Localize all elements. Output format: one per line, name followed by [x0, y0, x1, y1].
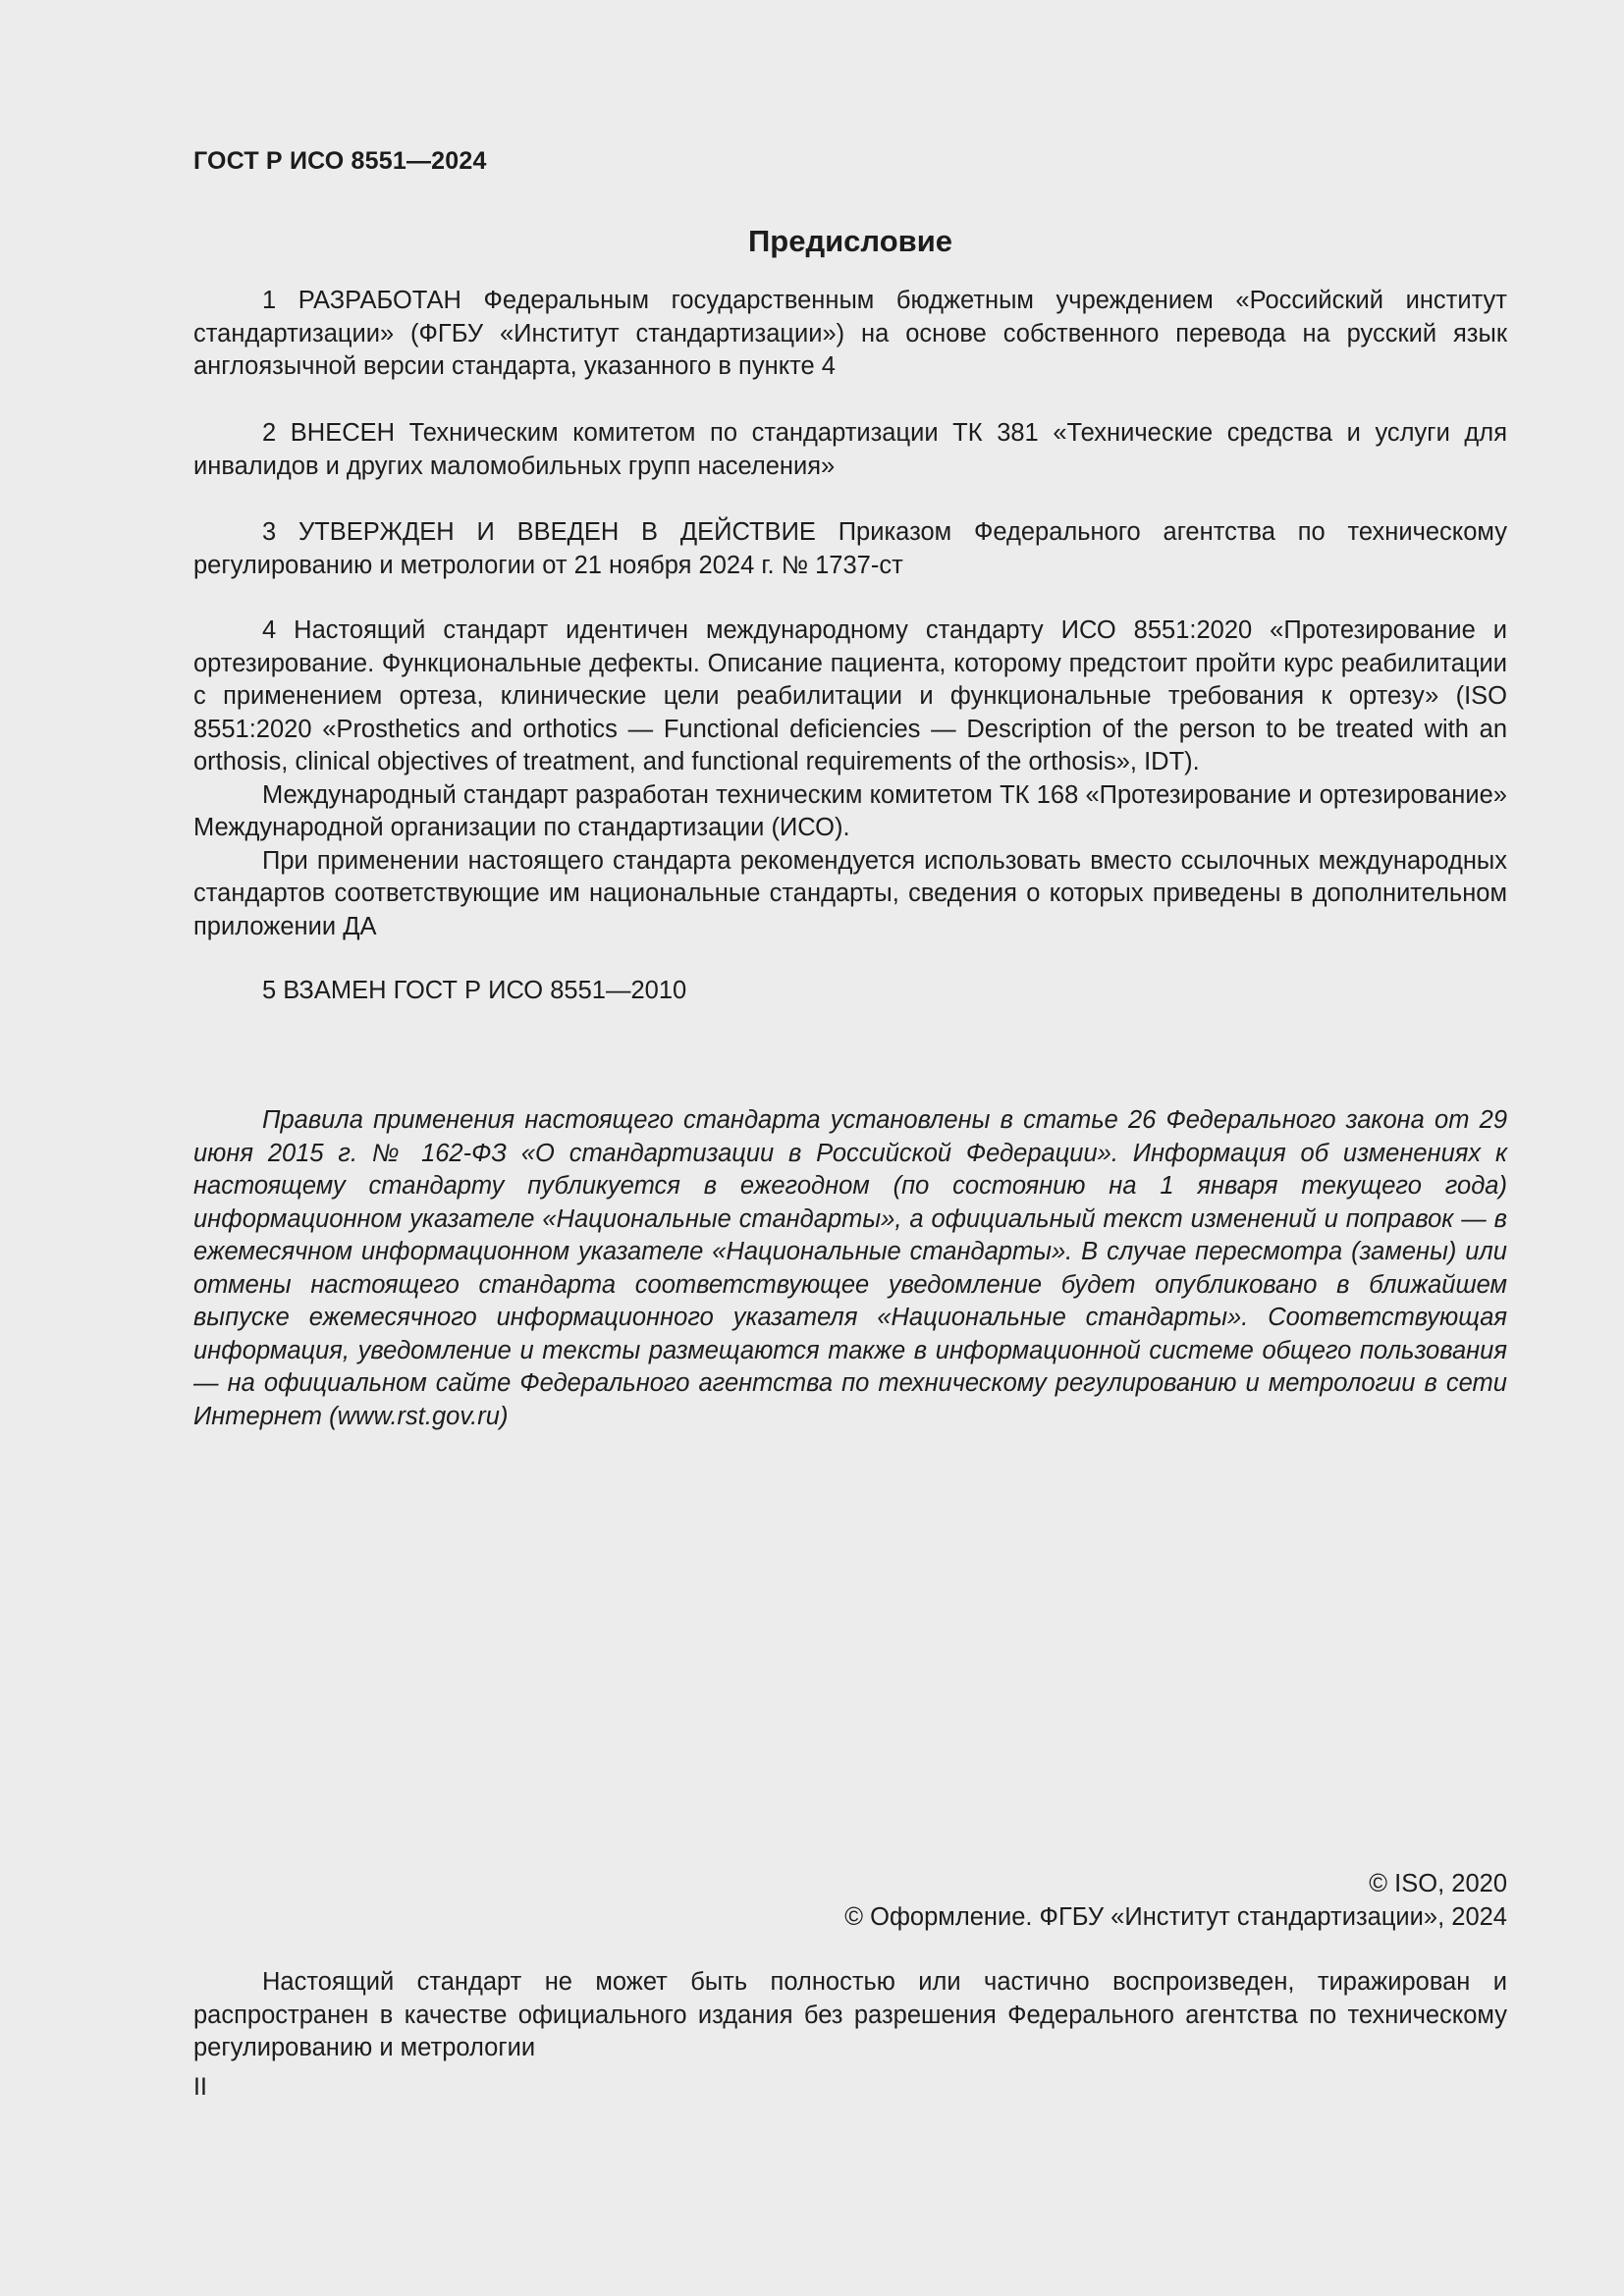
foreword-item-4	[193, 614, 1507, 943]
item-4-subparagraph-2: При применении настоящего стандарта рекомендуется использовать вместо ссылочных международных стандартов соответствующие им национальные стандарты, сведения о которых приведены в дополнительном приложении ДА	[193, 846, 1507, 940]
application-rules-notice: Правила применения настоящего стандарта установлены в статье 26 Федерального закона от 29 июня 2015 г. № 162-ФЗ «О стандартизации в Российской Федерации». Информация об изменениях к настоящему стандарту публикуется в ежегодном (по состоянию на 1 января текущего года) информационном указателе «Национальные стандарты», а официальный текст изменений и поправок — в ежемесячном информационном указателе «Национальные стандарты». В случае пересмотра (замены) или отмены настоящего стандарта соответствующее уведомление будет опубликовано в ближайшем выпуске ежемесячного информационного указателя «Национальные стандарты». Соответствующая информация, уведомление и тексты размещаются также в информационной системе общего пользования — на официальном сайте Федерального агентства по техническому регулированию и метрологии в сети Интернет (www.rst.gov.ru)	[193, 1106, 1507, 1430]
design-copyright: © Оформление. ФГБУ «Институт стандартизации», 2024	[844, 1902, 1507, 1931]
item-4-text: 4 Настоящий стандарт идентичен международному стандарту ИСО 8551:2020 «Протезирование и ортезирование. Функциональные дефекты. Описание пациента, которому предстоит пройти курс реабилитации с применением ортеза, клинические цели реабилитации и функциональные требования к ортезу» (ISO 8551:2020 «Prosthetics and orthotics — Functional deficiencies — Description of the person to be treated with an orthosis, clinical objectives of treatment, and functional requirements of the orthosis», IDT).	[193, 616, 1507, 775]
item-2-text: 2 ВНЕСЕН Техническим комитетом по стандартизации ТК 381 «Технические средства и услуги для инвалидов и других маломобильных групп населения»	[193, 419, 1507, 480]
foreword-item-5	[193, 975, 1507, 1008]
document-header: ГОСТ Р ИСО 8551—2024	[193, 147, 487, 175]
item-1-text: 1 РАЗРАБОТАН Федеральным государственным бюджетным учреждением «Российский институт стандартизации» (ФГБУ «Институт стандартизации») на основе собственного перевода на русский язык англоязычной версии стандарта, указанного в пункте 4	[193, 287, 1507, 380]
copyright-block	[193, 1868, 1507, 1934]
item-4-subparagraph-1: Международный стандарт разработан техническим комитетом ТК 168 «Протезирование и ортезирование» Международной организации по стандартизации (ИСО).	[193, 780, 1507, 841]
item-5-text: 5 ВЗАМЕН ГОСТ Р ИСО 8551—2010	[262, 977, 687, 1004]
iso-copyright: © ISO, 2020	[1369, 1870, 1507, 1897]
foreword-item-2	[193, 417, 1507, 483]
page-title: Предисловие	[747, 224, 952, 258]
foreword-item-1	[193, 285, 1507, 384]
item-3-text: 3 УТВЕРЖДЕН И ВВЕДЕН В ДЕЙСТВИЕ Приказом Федерального агентства по техническому регулированию и метрологии от 21 ноября 2024 г. № 1737-ст	[193, 518, 1507, 579]
reproduction-notice: Настоящий стандарт не может быть полностью или частично воспроизведен, тиражирован и распространен в качестве официального издания без разрешения Федерального агентства по техническому регулированию и метрологии	[193, 1968, 1507, 2061]
foreword-item-3	[193, 516, 1507, 582]
page-number: II	[193, 2073, 207, 2101]
